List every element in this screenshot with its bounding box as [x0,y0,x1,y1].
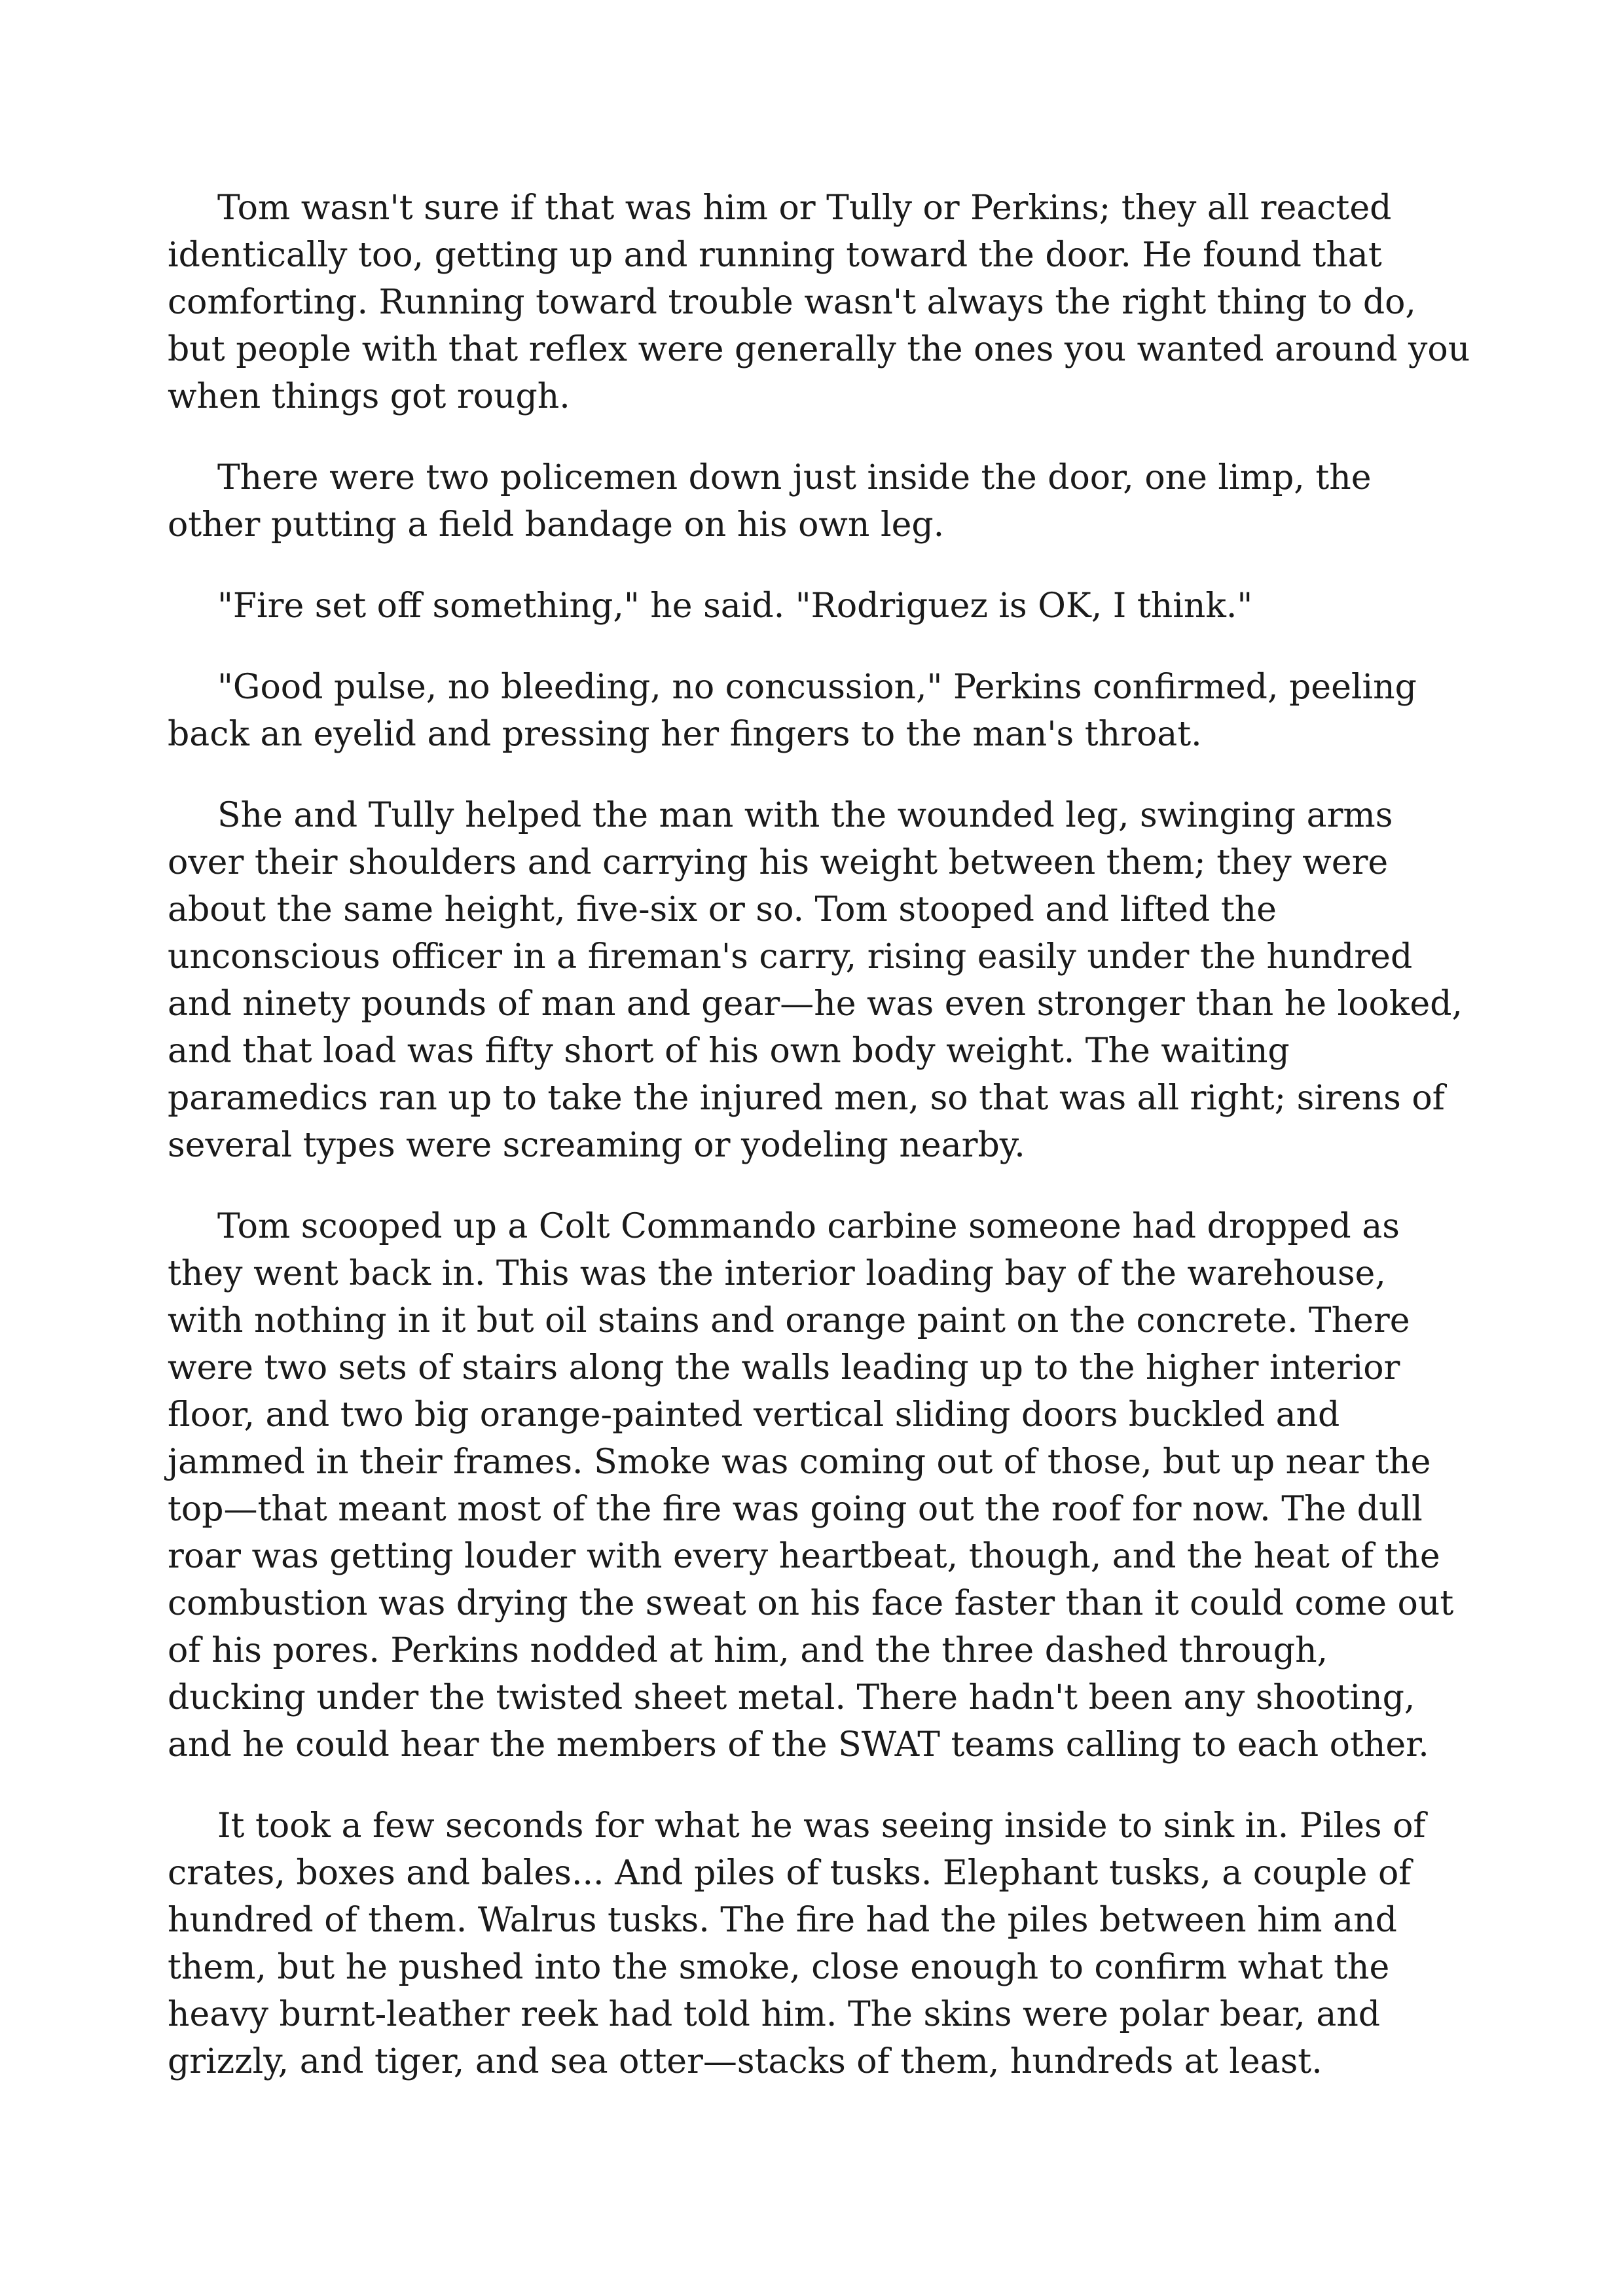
text-line: they went back in. This was the interior loading bay of the warehouse, [168,1254,1386,1293]
text-line: identically too, getting up and running toward the door. He found that [168,236,1382,275]
paragraph-6 [168,1203,1470,1768]
text-line: There were two policemen down just inside the door, one limp, the [217,458,1372,497]
text-line: other putting a field bandage on his own leg. [168,505,945,545]
text-line: were two sets of stairs along the walls leading up to the higher interior [168,1348,1400,1388]
text-line: "Fire set off something," he said. "Rodriguez is OK, I think." [217,586,1253,626]
paragraph-3 [168,583,1470,630]
paragraph-2 [168,454,1470,548]
text-line: Tom scooped up a Colt Commando carbine someone had dropped as [217,1207,1400,1246]
text-line: grizzly, and tiger, and sea otter—stacks of them, hundreds at least. [168,2042,1322,2081]
paragraph-5 [168,792,1470,1169]
text-line: them, but he pushed into the smoke, close enough to confirm what the [168,1948,1390,1987]
text-line: paramedics ran up to take the injured men, so that was all right; sirens of [168,1079,1445,1118]
text-line: roar was getting louder with every heartbeat, though, and the heat of the [168,1537,1440,1576]
text-line: when things got rough. [168,377,570,416]
text-line: but people with that reflex were generally the ones you wanted around you [168,330,1470,369]
text-line: Tom wasn't sure if that was him or Tully or Perkins; they all reacted [217,188,1392,228]
text-line: jammed in their frames. Smoke was coming out of those, but up near the [168,1443,1431,1482]
body-text [168,185,1470,2119]
text-line: ducking under the twisted sheet metal. There hadn't been any shooting, [168,1678,1415,1717]
text-line: combustion was drying the sweat on his face faster than it could come out [168,1584,1454,1623]
text-line: top—that meant most of the fire was going out the roof for now. The dull [168,1490,1423,1529]
text-line: hundred of them. Walrus tusks. The fire had the piles between him and [168,1901,1397,1940]
text-line: and that load was fifty short of his own body weight. The waiting [168,1031,1290,1071]
text-line: comforting. Running toward trouble wasn't always the right thing to do, [168,283,1416,322]
text-line: She and Tully helped the man with the wounded leg, swinging arms [217,796,1393,835]
text-line: crates, boxes and bales... And piles of tusks. Elephant tusks, a couple of [168,1854,1412,1893]
text-line: with nothing in it but oil stains and orange paint on the concrete. There [168,1301,1410,1340]
text-line: heavy burnt-leather reek had told him. The skins were polar bear, and [168,1995,1381,2034]
text-line: about the same height, five-six or so. Tom stooped and lifted the [168,890,1277,929]
paragraph-7 [168,1803,1470,2085]
text-line: back an eyelid and pressing her fingers to the man's throat. [168,715,1202,754]
text-line: and he could hear the members of the SWAT teams calling to each other. [168,1725,1429,1765]
text-line: of his pores. Perkins nodded at him, and the three dashed through, [168,1631,1328,1670]
text-line: over their shoulders and carrying his weight between them; they were [168,843,1389,882]
text-line: "Good pulse, no bleeding, no concussion," Perkins confirmed, peeling [217,668,1417,707]
text-line: several types were screaming or yodeling nearby. [168,1126,1025,1165]
text-line: floor, and two big orange-painted vertical sliding doors buckled and [168,1395,1340,1435]
text-line: and ninety pounds of man and gear—he was even stronger than he looked, [168,984,1463,1024]
text-line: It took a few seconds for what he was seeing inside to sink in. Piles of [217,1806,1426,1846]
paragraph-1 [168,185,1470,420]
text-line: unconscious officer in a fireman's carry, rising easily under the hundred [168,937,1413,977]
paragraph-4 [168,664,1470,758]
